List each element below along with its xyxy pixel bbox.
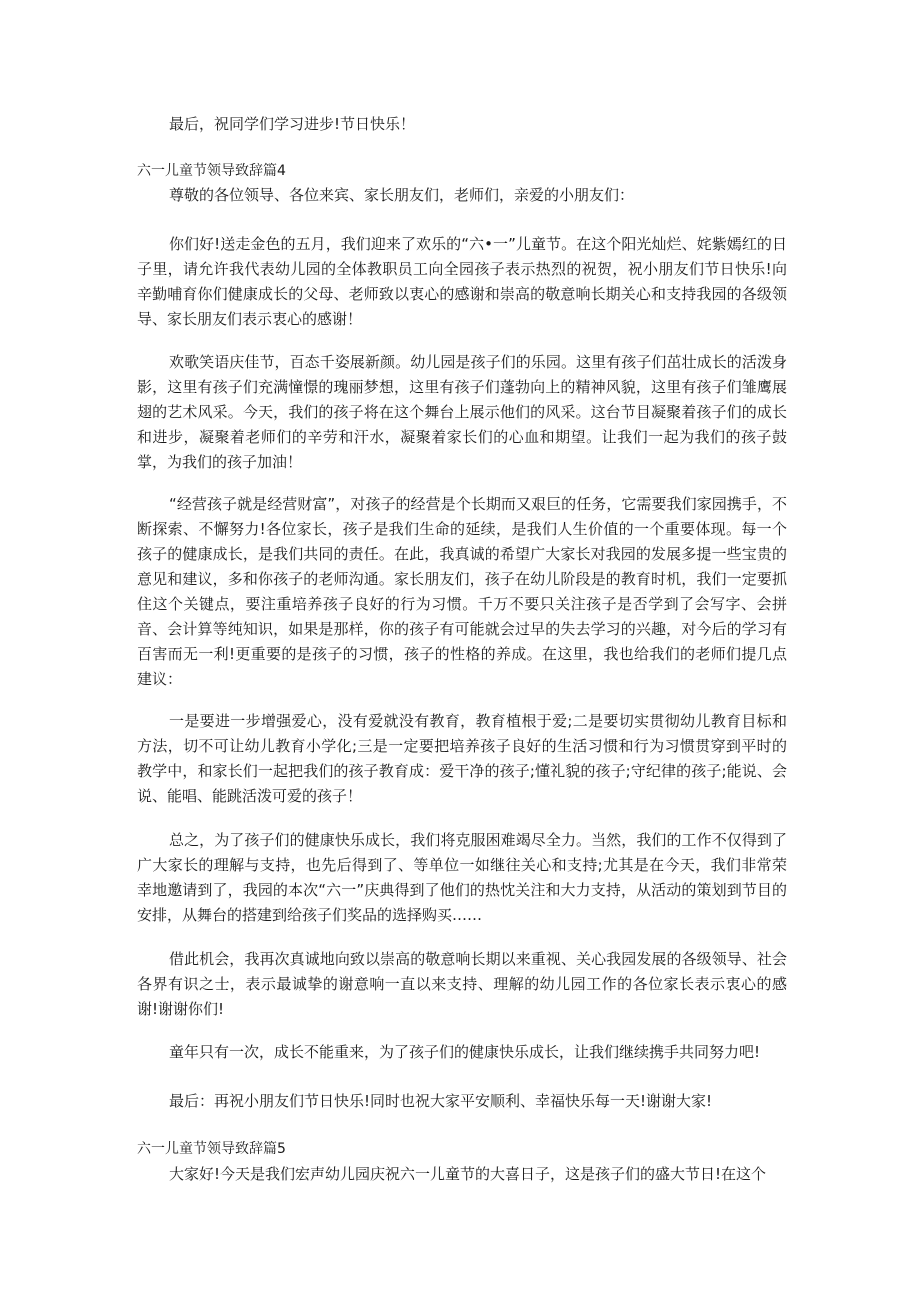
paragraph-7: 童年只有一次，成长不能重来，为了孩子们的健康快乐成长，让我们继续携手共同努力吧! (169, 1043, 761, 1061)
paragraph-8: 最后：再祝小朋友们节日快乐!同时也祝大家平安顺利、幸福快乐每一天!谢谢大家! (169, 1092, 713, 1110)
section5-first-line: 大家好!今天是我们宏声幼儿园庆祝六一儿童节的大喜日子，这是孩子们的盛大节日!在这个 (169, 1165, 767, 1183)
paragraph-3: “经营孩子就是经营财富”，对孩子的经营是个长期而又艰巨的任务，它需要我们家园携手，不断探索、不懈努力!各位家长，孩子是我们生命的延续，是我们人生价值的一个重要体现。每一个孩子的健康成长，是我们共同的责任。在此，我真诚的希望广大家长对我园的发展多提一些宝贵的意见和建议，多和你孩子的老师沟通。家长朋友们，孩子在幼儿阶段是的教育时机，我们一定要抓住这个关键点，要注重培养孩子良好的行为习惯。千万不要只关注孩子是否学到了会写字、会拼音、会计算等纯知识，如果是那样，你的孩子有可能就会过早的失去学习的兴趣，对今后的学习有百害而无一利!更重要的是孩子的习惯，孩子的性格的养成。在这里，我也给我们的老师们提几点建议： (137, 495, 787, 688)
paragraph-5: 总之，为了孩子们的健康快乐成长，我们将克服困难竭尽全力。当然，我们的工作不仅得到了广大家长的理解与支持，也先后得到了、等单位一如继往关心和支持;尤其是在今天，我们非常荣幸地邀请到了，我园的本次“六一”庆典得到了他们的热忱关注和大力支持，从活动的策划到节目的安排，从舞台的搭建到给孩子们奖品的选择购买…… (137, 831, 787, 924)
closing-line-previous: 最后，祝同学们学习进步!节日快乐！ (169, 115, 416, 133)
paragraph-1: 你们好!送走金色的五月，我们迎来了欢乐的“六•一”儿童节。在这个阳光灿烂、姹紫嫣红的日子里，请允许我代表幼儿园的全体教职员工向全园孩子表示热烈的祝贺，祝小朋友们节日快乐!向辛勤哺育你们健康成长的父母、老师致以衷心的感谢和崇高的敬意响长期关心和支持我园的各级领导、家长朋友们表示衷心的感谢！ (137, 235, 787, 328)
section-heading-4: 六一儿童节领导致辞篇4 (137, 163, 286, 179)
paragraph-6: 借此机会，我再次真诚地向致以崇高的敬意响长期以来重视、关心我园发展的各级领导、社会各界有识之士，表示最诚挚的谢意响一直以来支持、理解的幼儿园工作的各位家长表示衷心的感谢!谢谢你们! (137, 950, 787, 1018)
greeting-line: 尊敬的各位领导、各位来宾、家长朋友们，老师们，亲爱的小朋友们： (169, 186, 635, 204)
paragraph-2: 欢歌笑语庆佳节，百态千姿展新颜。幼儿园是孩子们的乐园。这里有孩子们茁壮成长的活泼身影，这里有孩子们充满憧憬的瑰丽梦想，这里有孩子们蓬勃向上的精神风貌，这里有孩子们雏鹰展翅的艺术风采。今天，我们的孩子将在这个舞台上展示他们的风采。这台节目凝聚着孩子们的成长和进步，凝聚着老师们的辛劳和汗水，凝聚着家长们的心血和期望。让我们一起为我们的孩子鼓掌，为我们的孩子加油！ (137, 353, 787, 471)
paragraph-4: 一是要进一步增强爱心，没有爱就没有教育，教育植根于爱;二是要切实贯彻幼儿教育目标和方法，切不可让幼儿教育小学化;三是一定要把培养孩子良好的生活习惯和行为习惯贯穿到平时的教学中，和家长们一起把我们的孩子教育成：爱干净的孩子;懂礼貌的孩子;守纪律的孩子;能说、会说、能唱、能跳活泼可爱的孩子！ (137, 712, 787, 805)
section-heading-5: 六一儿童节领导致辞篇5 (137, 1141, 286, 1157)
